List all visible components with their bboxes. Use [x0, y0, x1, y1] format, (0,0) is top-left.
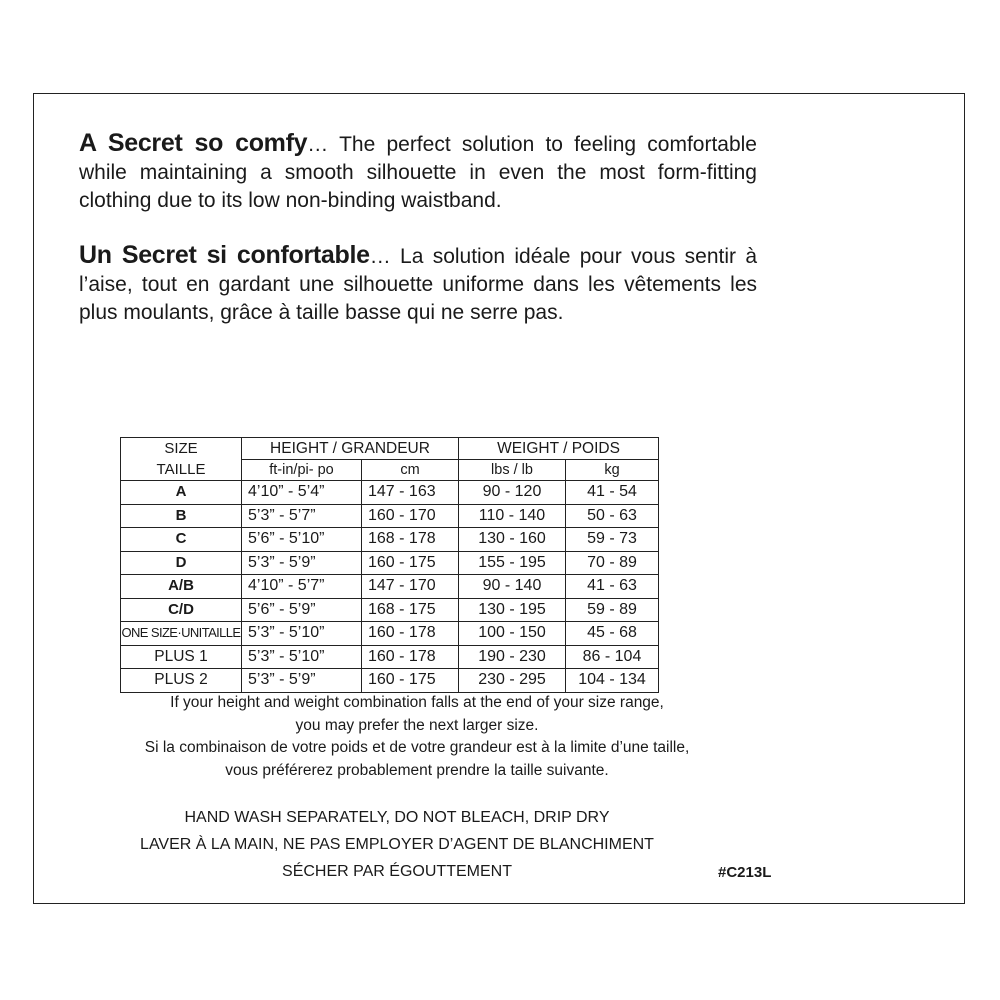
- weight-imperial-header: lbs / lb: [459, 460, 566, 481]
- weight-lbs-cell: 110 - 140: [459, 504, 566, 528]
- size-chart-table: [120, 437, 659, 693]
- size-cell: B: [121, 504, 242, 528]
- height-cm-cell: 147 - 170: [362, 575, 459, 599]
- intro-english-lead: A Secret so comfy: [79, 129, 308, 157]
- intro-french-body: La solution idéale pour vous sentir à l’aise, tout en gardant une silhouette uniforme dans les vêtements les plus moulants, grâce à taille basse qui ne serre pas.: [79, 245, 757, 324]
- weight-lbs-cell: 90 - 120: [459, 481, 566, 505]
- height-ftin-cell: 4’10” - 5’4”: [242, 481, 362, 505]
- weight-metric-header: kg: [566, 460, 659, 481]
- table-row: [121, 622, 659, 646]
- size-advice-en-line2: you may prefer the next larger size.: [295, 716, 539, 734]
- height-ftin-cell: 5’6” - 5’10”: [242, 528, 362, 552]
- care-line-fr: LAVER À LA MAIN, NE PAS EMPLOYER D’AGENT DE BLANCHIMENT: [140, 836, 654, 853]
- height-ftin-cell: 5’3” - 5’10”: [242, 622, 362, 646]
- size-header-en: SIZE: [164, 440, 198, 457]
- size-cell: PLUS 2: [121, 669, 242, 693]
- size-cell: A: [121, 481, 242, 505]
- height-ftin-cell: 5’6” - 5’9”: [242, 598, 362, 622]
- weight-lbs-cell: 190 - 230: [459, 645, 566, 669]
- weight-kg-cell: 86 - 104: [566, 645, 659, 669]
- table-row: [121, 598, 659, 622]
- table-row: [121, 528, 659, 552]
- size-advice-note: [100, 692, 734, 782]
- height-cm-cell: 160 - 175: [362, 669, 459, 693]
- intro-english-ellipsis: …: [307, 133, 329, 156]
- height-imperial-header: ft-in/pi- po: [242, 460, 362, 481]
- size-advice-fr-line1: Si la combinaison de votre poids et de votre grandeur est à la limite d’une taille,: [144, 739, 690, 756]
- weight-lbs-cell: 130 - 195: [459, 598, 566, 622]
- weight-lbs-cell: 90 - 140: [459, 575, 566, 599]
- size-advice-fr-line2: vous préférerez probablement prendre la taille suivante.: [225, 761, 609, 779]
- size-cell: PLUS 1: [121, 645, 242, 669]
- height-cm-cell: 168 - 178: [362, 528, 459, 552]
- table-row: [121, 551, 659, 575]
- intro-english-body: The perfect solution to feeling comfortable while maintaining a smooth silhouette in even the most form-fitting clothing due to its low non-binding waistband.: [79, 133, 757, 212]
- care-instructions: [80, 804, 714, 885]
- size-advice-en-line1: If your height and weight combination falls at the end of your size range,: [170, 694, 664, 711]
- care-line-en: HAND WASH SEPARATELY, DO NOT BLEACH, DRIP DRY: [184, 809, 610, 826]
- intro-french-lead: Un Secret si confortable: [79, 241, 370, 269]
- table-row: [121, 645, 659, 669]
- height-ftin-cell: 5’3” - 5’9”: [242, 669, 362, 693]
- size-cell: D: [121, 551, 242, 575]
- product-code: #C213L: [718, 864, 772, 881]
- table-row: [121, 669, 659, 693]
- weight-kg-cell: 104 - 134: [566, 669, 659, 693]
- weight-kg-cell: 41 - 54: [566, 481, 659, 505]
- table-row: [121, 481, 659, 505]
- height-cm-cell: 147 - 163: [362, 481, 459, 505]
- weight-kg-cell: 59 - 73: [566, 528, 659, 552]
- weight-header: WEIGHT / POIDS: [459, 438, 659, 460]
- height-ftin-cell: 4’10” - 5’7”: [242, 575, 362, 599]
- height-cm-cell: 160 - 178: [362, 622, 459, 646]
- weight-lbs-cell: 230 - 295: [459, 669, 566, 693]
- care-line-fr-dry: SÉCHER PAR ÉGOUTTEMENT: [282, 863, 512, 880]
- weight-kg-cell: 45 - 68: [566, 622, 659, 646]
- height-ftin-cell: 5’3” - 5’7”: [242, 504, 362, 528]
- weight-kg-cell: 70 - 89: [566, 551, 659, 575]
- height-cm-cell: 168 - 175: [362, 598, 459, 622]
- intro-french: [79, 241, 757, 327]
- weight-kg-cell: 50 - 63: [566, 504, 659, 528]
- intro-french-ellipsis: …: [369, 245, 391, 268]
- weight-kg-cell: 59 - 89: [566, 598, 659, 622]
- weight-kg-cell: 41 - 63: [566, 575, 659, 599]
- weight-lbs-cell: 130 - 160: [459, 528, 566, 552]
- height-ftin-cell: 5’3” - 5’9”: [242, 551, 362, 575]
- weight-lbs-cell: 155 - 195: [459, 551, 566, 575]
- size-column-header: [121, 438, 242, 481]
- intro-english: [79, 129, 757, 215]
- table-row: [121, 575, 659, 599]
- size-header-fr: TAILLE: [156, 461, 206, 478]
- size-cell: C/D: [121, 598, 242, 622]
- table-row: [121, 504, 659, 528]
- height-cm-cell: 160 - 178: [362, 645, 459, 669]
- height-cm-cell: 160 - 175: [362, 551, 459, 575]
- height-ftin-cell: 5’3” - 5’10”: [242, 645, 362, 669]
- size-cell: ONE SIZE·UNITAILLE: [121, 622, 242, 646]
- height-cm-cell: 160 - 170: [362, 504, 459, 528]
- height-metric-header: cm: [362, 460, 459, 481]
- size-cell: C: [121, 528, 242, 552]
- height-header: HEIGHT / GRANDEUR: [242, 438, 459, 460]
- weight-lbs-cell: 100 - 150: [459, 622, 566, 646]
- size-cell: A/B: [121, 575, 242, 599]
